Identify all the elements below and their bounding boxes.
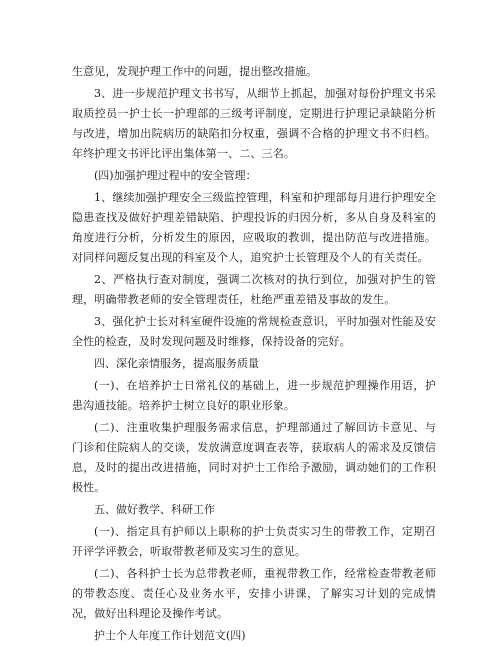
section-heading-service-quality: 四、深化亲情服务，提高服务质量 bbox=[94, 357, 259, 370]
paragraph-safety-monitoring: 1、继续加强护理安全三级监控管理，科室和护理部每月进行护理安全隐患查找及做好护理差错缺陷、护理投诉的归因分析，多从自身及科室的角度进行分析，分析发生的原因，应吸取的教训，提出防范与改进措施。对同样问题反复出现的科室及个人，追究护士长管理及个人的有关责任。 bbox=[72, 191, 436, 264]
paragraph-service-feedback: (二)、注重收集护理服务需求信息，护理部通过了解回访卡意见、与门诊和住院病人的交谈，发放满意度调查表等，获取病人的需求及反馈信息，及时的提出改进措施，同时对护士工作给予激励，调动她们的工作积极性。 bbox=[72, 421, 436, 494]
paragraph-head-nurse-teaching: (二)、各科护士长为总带教老师，重视带教工作，经常检查带教老师的带教态度、责任心及业务水平，安排小讲课，了解实习计划的完成情况，做好出科理论及操作考试。 bbox=[72, 567, 436, 620]
section-heading-teaching-research: 五、做好教学、科研工作 bbox=[94, 503, 215, 516]
paragraph-etiquette: (一)、在培养护士日常礼仪的基础上，进一步规范护理操作用语，护患沟通技能。培养护士树立良好的职业形象。 bbox=[72, 379, 436, 412]
document-next-title: 护士个人年度工作计划范文(四) bbox=[94, 629, 246, 642]
paragraph-equipment-inspection: 3、强化护士长对科室硬件设施的常规检查意识，平时加强对性能及安全性的检查，及时发现问题及时维修，保持设备的完好。 bbox=[72, 315, 436, 348]
paragraph-continuation: 生意见，发现护理工作中的问题，提出整改措施。 bbox=[72, 65, 318, 78]
paragraph-intern-teaching: (一)、指定具有护师以上职称的护士负责实习生的带教工作，定期召开评学评教会，听取带教老师及实习生的意见。 bbox=[72, 525, 436, 558]
paragraph-check-system: 2、严格执行查对制度，强调二次核对的执行到位，加强对护生的管理，明确带教老师的安全管理责任，杜绝严重差错及事故的发生。 bbox=[72, 273, 436, 306]
section-heading-safety-management: (四)加强护理过程中的安全管理： bbox=[94, 169, 257, 182]
paragraph-nursing-documents: 3、进一步规范护理文书书写，从细节上抓起，加强对每份护理文书采取质控员一护士长一护理部的三级考评制度，定期进行护理记录缺陷分析与改进，增加出院病历的缺陷扣分权重，强调不合格的护理文书不归档。年终护理文书评比评出集体第一、二、三名。 bbox=[72, 87, 436, 160]
